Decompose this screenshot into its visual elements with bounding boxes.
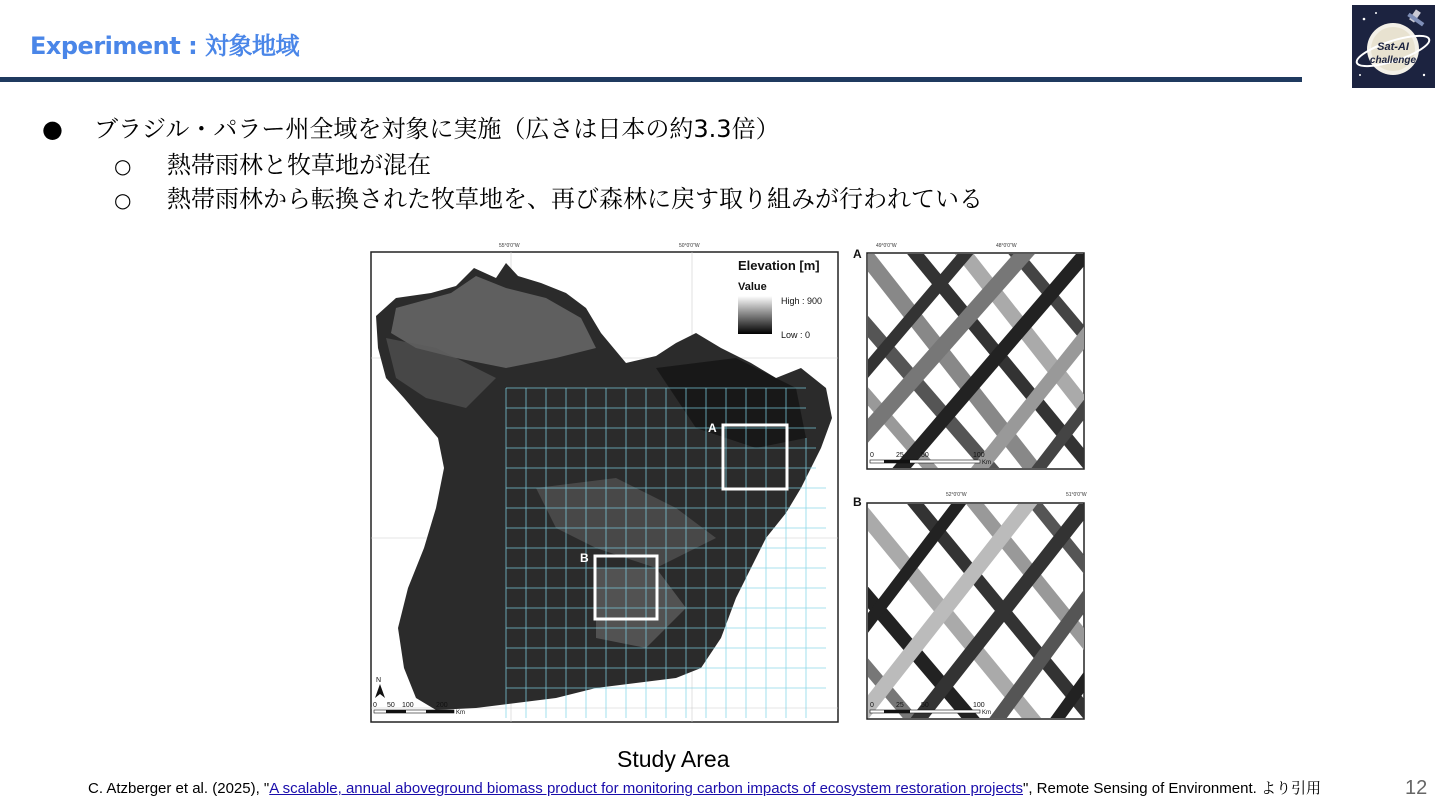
citation bbox=[88, 777, 1321, 798]
citation-link[interactable]: A scalable, annual aboveground biomass product for monitoring carbon impacts of ecosystem restoration projects bbox=[269, 780, 1023, 797]
panel-a-scale-50: 50 bbox=[921, 452, 929, 459]
sub-bullet-marker: ○ bbox=[114, 154, 132, 178]
panel-a-scale-100: 100 bbox=[973, 452, 985, 459]
bullet-sub-2-text: 熱帯雨林から転換された牧草地を、再び森林に戻す取り組みが行われている bbox=[167, 185, 983, 213]
figure-caption: Study Area bbox=[617, 746, 730, 772]
bullet-sub-2 bbox=[114, 182, 983, 217]
bullet-sub-1-text: 熱帯雨林と牧草地が混在 bbox=[167, 151, 431, 179]
panel-b-scale-unit: Km bbox=[982, 710, 991, 716]
panel-b-scale-100: 100 bbox=[973, 702, 985, 709]
panel-a-scale-25: 25 bbox=[896, 452, 904, 459]
north-label: N bbox=[376, 677, 382, 684]
challenge-logo bbox=[1352, 5, 1435, 88]
panel-b-tick-1: 52°0'0"W bbox=[946, 492, 967, 498]
svg-text:challenge: challenge bbox=[1369, 55, 1417, 66]
main-scale-50: 50 bbox=[387, 702, 395, 709]
svg-text:Sat-AI: Sat-AI bbox=[1377, 41, 1409, 53]
legend-gradient bbox=[738, 296, 772, 334]
main-scale-0: 0 bbox=[373, 702, 377, 709]
bullet-main bbox=[42, 112, 780, 146]
main-tick-top-2: 50°0'0"W bbox=[679, 243, 700, 249]
bullet-sub-1 bbox=[114, 148, 431, 183]
title-divider bbox=[0, 77, 1302, 82]
panel-b-scale-25: 25 bbox=[896, 702, 904, 709]
legend-value-label: Value bbox=[738, 281, 767, 293]
legend-title: Elevation [m] bbox=[738, 258, 820, 273]
bullet-marker: ● bbox=[42, 115, 63, 143]
panel-a-label: A bbox=[853, 247, 862, 261]
panel-a-scale-unit: Km bbox=[982, 460, 991, 466]
study-box-b-label: B bbox=[580, 551, 589, 565]
citation-prefix: C. Atzberger et al. (2025), " bbox=[88, 780, 270, 797]
bullet-main-text: ブラジル・パラー州全域を対象に実施（広さは日本の約3.3倍） bbox=[94, 115, 780, 143]
panel-b-tick-2: 51°0'0"W bbox=[1066, 492, 1087, 498]
legend-low: Low : 0 bbox=[781, 330, 811, 340]
panel-b-scale-50: 50 bbox=[921, 702, 929, 709]
panel-a-tick-1: 49°0'0"W bbox=[876, 243, 897, 249]
sub-bullet-marker: ○ bbox=[114, 188, 132, 212]
panel-a-scale-0: 0 bbox=[870, 452, 874, 459]
panel-b-frame bbox=[867, 503, 1084, 719]
page-number: 12 bbox=[1405, 777, 1428, 799]
legend-high: High : 900 bbox=[781, 296, 823, 306]
slide-title: Experiment : 対象地域 bbox=[30, 32, 300, 60]
panel-a-tick-2: 48°0'0"W bbox=[996, 243, 1017, 249]
study-area-figure bbox=[356, 238, 1100, 738]
panel-b-scale-0: 0 bbox=[870, 702, 874, 709]
citation-suffix: ", Remote Sensing of Environment. より引用 bbox=[1023, 780, 1321, 797]
main-tick-top-1: 55°0'0"W bbox=[499, 243, 520, 249]
satellite-planet-logo-icon bbox=[1352, 5, 1435, 88]
main-scale-200: 200 bbox=[436, 702, 448, 709]
main-scale-100: 100 bbox=[402, 702, 414, 709]
panel-b-label: B bbox=[853, 495, 862, 509]
study-box-a-label: A bbox=[708, 421, 717, 435]
main-scale-unit: Km bbox=[456, 710, 465, 716]
